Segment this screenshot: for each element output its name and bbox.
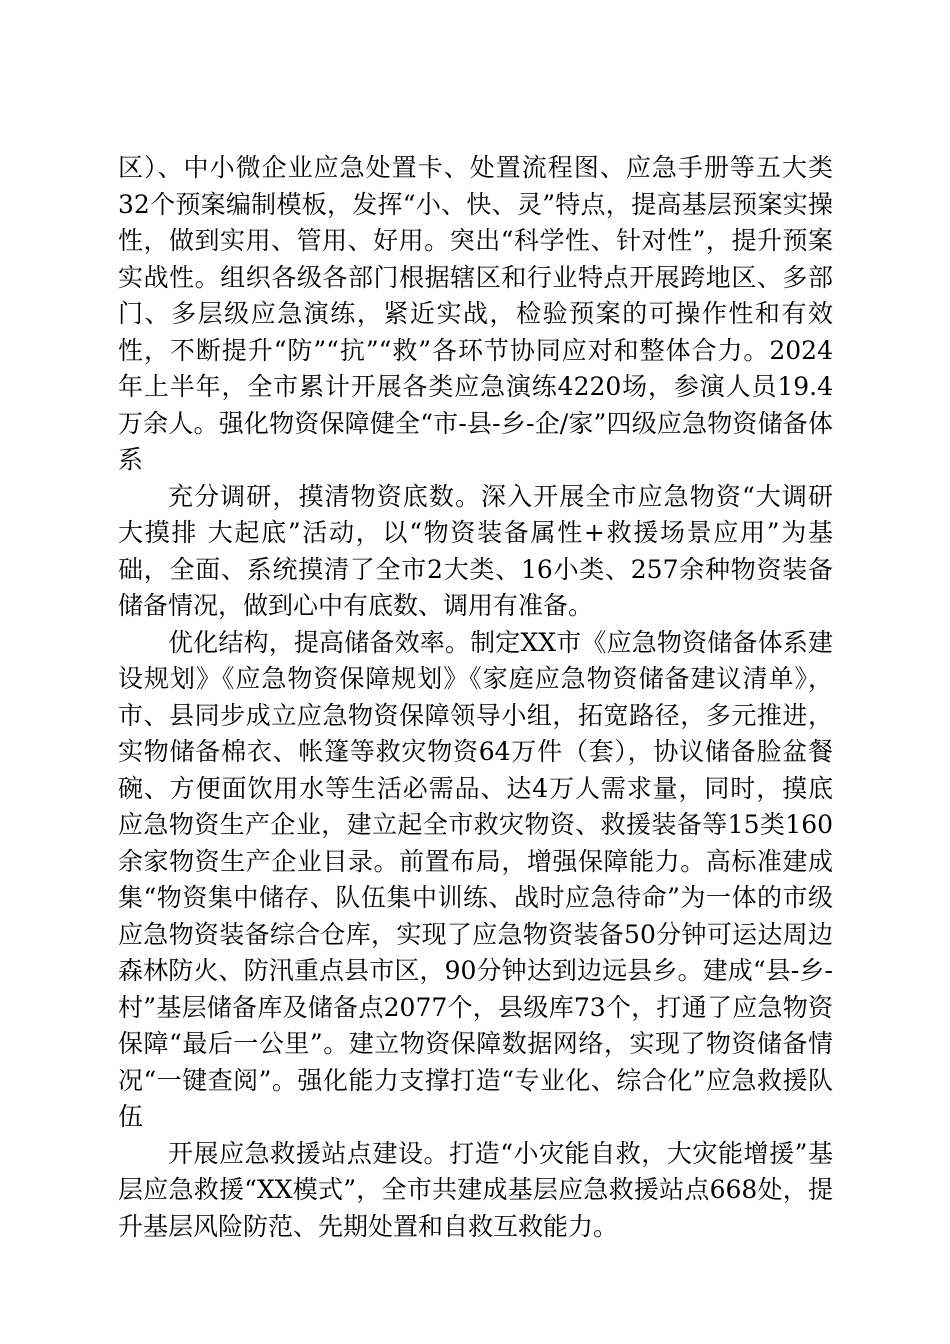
document-body	[118, 150, 833, 1245]
paragraph-rescue-stations: 开展应急救援站点建设。打造“小灾能自救，大灾能增援”基层应急救援“XX模式”，全市共建成基层应急救援站点668处，提升基层风险防范、先期处置和自救互救能力。	[118, 1138, 833, 1241]
paragraph-plans-and-drills: 区）、中小微企业应急处置卡、处置流程图、应急手册等五大类32个预案编制模板，发挥“小、快、灵”特点，提高基层预案实操性，做到实用、管用、好用。突出“科学性、针对性”，提升预案实战性。组织各级各部门根据辖区和行业特点开展跨地区、多部门、多层级应急演练，紧近实战，检验预案的可操作性和有效性，不断提升“防”“抗”“救”各环节协同应对和整体合力。2024年上半年，全市累计开展各类应急演练4220场，参演人员19.4万余人。强化物资保障健全“市-县-乡-企/家”四级应急物资储备体系	[118, 153, 833, 474]
paragraph-optimize-storage: 优化结构，提高储备效率。制定XX市《应急物资储备体系建设规划》《应急物资保障规划》《家庭应急物资储备建议清单》，市、县同步成立应急物资保障领导小组，拓宽路径，多元推进，实物储备棉衣、帐篷等救灾物资64万件（套），协议储备脸盆餐碗、方便面饮用水等生活必需品、达4万人需求量，同时，摸底应急物资生产企业，建立起全市救灾物资、救援装备等15类160余家物资生产企业目录。前置布局，增强保障能力。高标准建成集“物资集中储存、队伍集中训练、战时应急待命”为一体的市级应急物资装备综合仓库，实现了应急物资装备50分钟可运达周边森林防火、防汛重点县市区，90分钟达到边远县乡。建成“县-乡-村”基层储备库及储备点2077个，县级库73个，打通了应急物资保障“最后一公里”。建立物资保障数据网络，实现了物资储备情况“一键查阅”。强化能力支撑打造“专业化、综合化”应急救援队伍	[118, 627, 833, 1131]
paragraph-survey-supplies: 充分调研，摸清物资底数。深入开展全市应急物资“大调研 大摸排 大起底”活动，以“物资装备属性+救援场景应用”为基础，全面、系统摸清了全市2大类、16小类、257余种物资装备储备情况，做到心中有底数、调用有准备。	[118, 481, 833, 620]
